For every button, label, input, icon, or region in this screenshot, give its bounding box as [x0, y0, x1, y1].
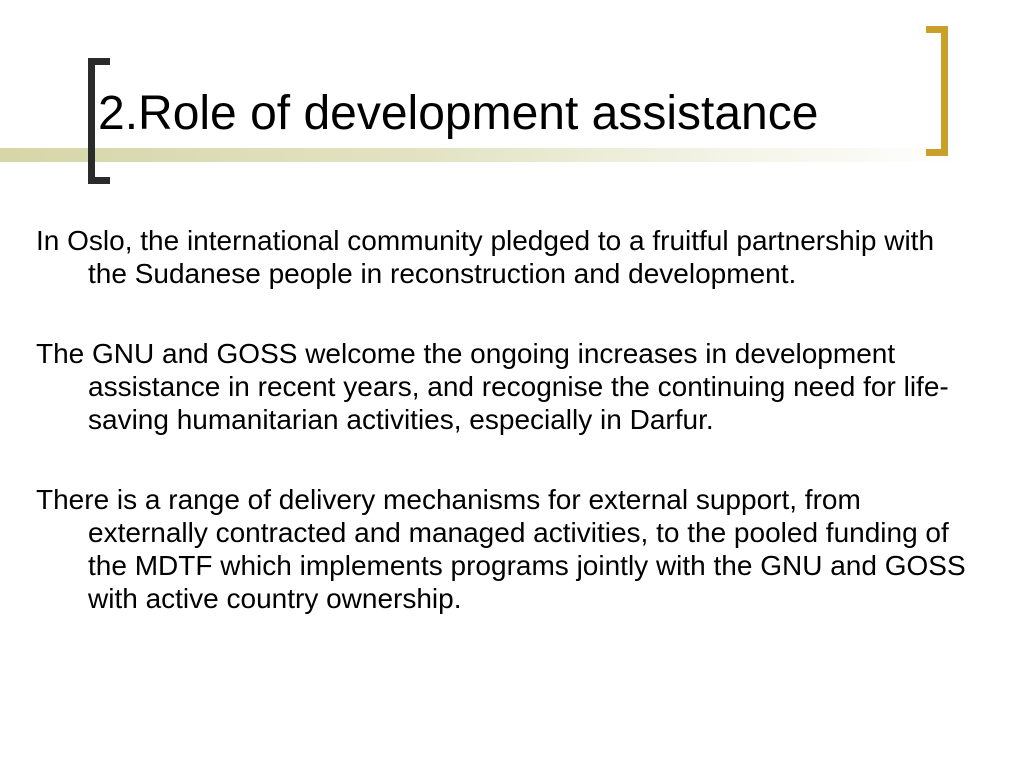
title-underline-band [0, 148, 960, 162]
paragraph-gnu-goss: The GNU and GOSS welcome the ongoing increases in development assistance in recent years, and recognise the continuing need for life-saving humanitarian activities, especially in Darfur. [36, 338, 949, 435]
paragraph-delivery-mechanisms: There is a range of delivery mechanisms for external support, from externally contracted and managed activities, to the pooled funding of the MDTF which implements programs jointly with the GNU and GOSS with active country ownership. [36, 484, 966, 614]
right-bracket-decoration [926, 26, 948, 156]
slide-title: 2.Role of development assistance [98, 87, 819, 140]
paragraph-oslo: In Oslo, the international community pledged to a fruitful partnership with the Sudanese people in reconstruction and development. [36, 225, 935, 289]
slide-body [36, 224, 976, 662]
